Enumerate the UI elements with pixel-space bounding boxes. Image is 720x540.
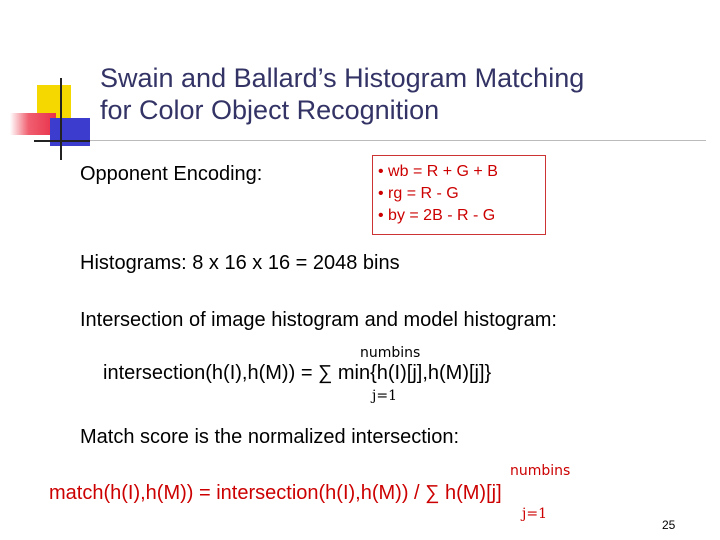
intersection-intro: Intersection of image histogram and model histogram: — [80, 309, 557, 331]
intersection-upper-limit: numbins — [360, 345, 421, 361]
match-formula: match(h(I),h(M)) = intersection(h(I),h(M)) / ∑ h(M)[j] — [49, 482, 502, 504]
title-divider — [34, 140, 706, 141]
encoding-item-rg: • rg = R - G — [378, 185, 459, 202]
match-lower-limit: j=1 — [522, 506, 547, 522]
opponent-encoding-label: Opponent Encoding: — [80, 163, 263, 185]
match-intro: Match score is the normalized intersection: — [80, 426, 460, 448]
title-line-1: Swain and Ballard’s Histogram Matching — [100, 63, 585, 93]
encoding-item-wb: • wb = R + G + B — [378, 163, 498, 180]
match-upper-limit: numbins — [510, 463, 571, 479]
intersection-formula: intersection(h(I),h(M)) = ∑ min{h(I)[j],h(M)[j]} — [103, 362, 492, 384]
logo-vertical-line — [60, 78, 62, 160]
title-line-2: for Color Object Recognition — [100, 95, 440, 125]
histograms-text: Histograms: 8 x 16 x 16 = 2048 bins — [80, 252, 400, 274]
title-divider-accent — [34, 140, 90, 142]
intersection-lower-limit: j=1 — [372, 388, 397, 404]
slide-title — [100, 62, 584, 126]
page-number: 25 — [662, 518, 676, 532]
encoding-item-by: • by = 2B - R - G — [378, 207, 496, 224]
encoding-box — [372, 155, 546, 235]
